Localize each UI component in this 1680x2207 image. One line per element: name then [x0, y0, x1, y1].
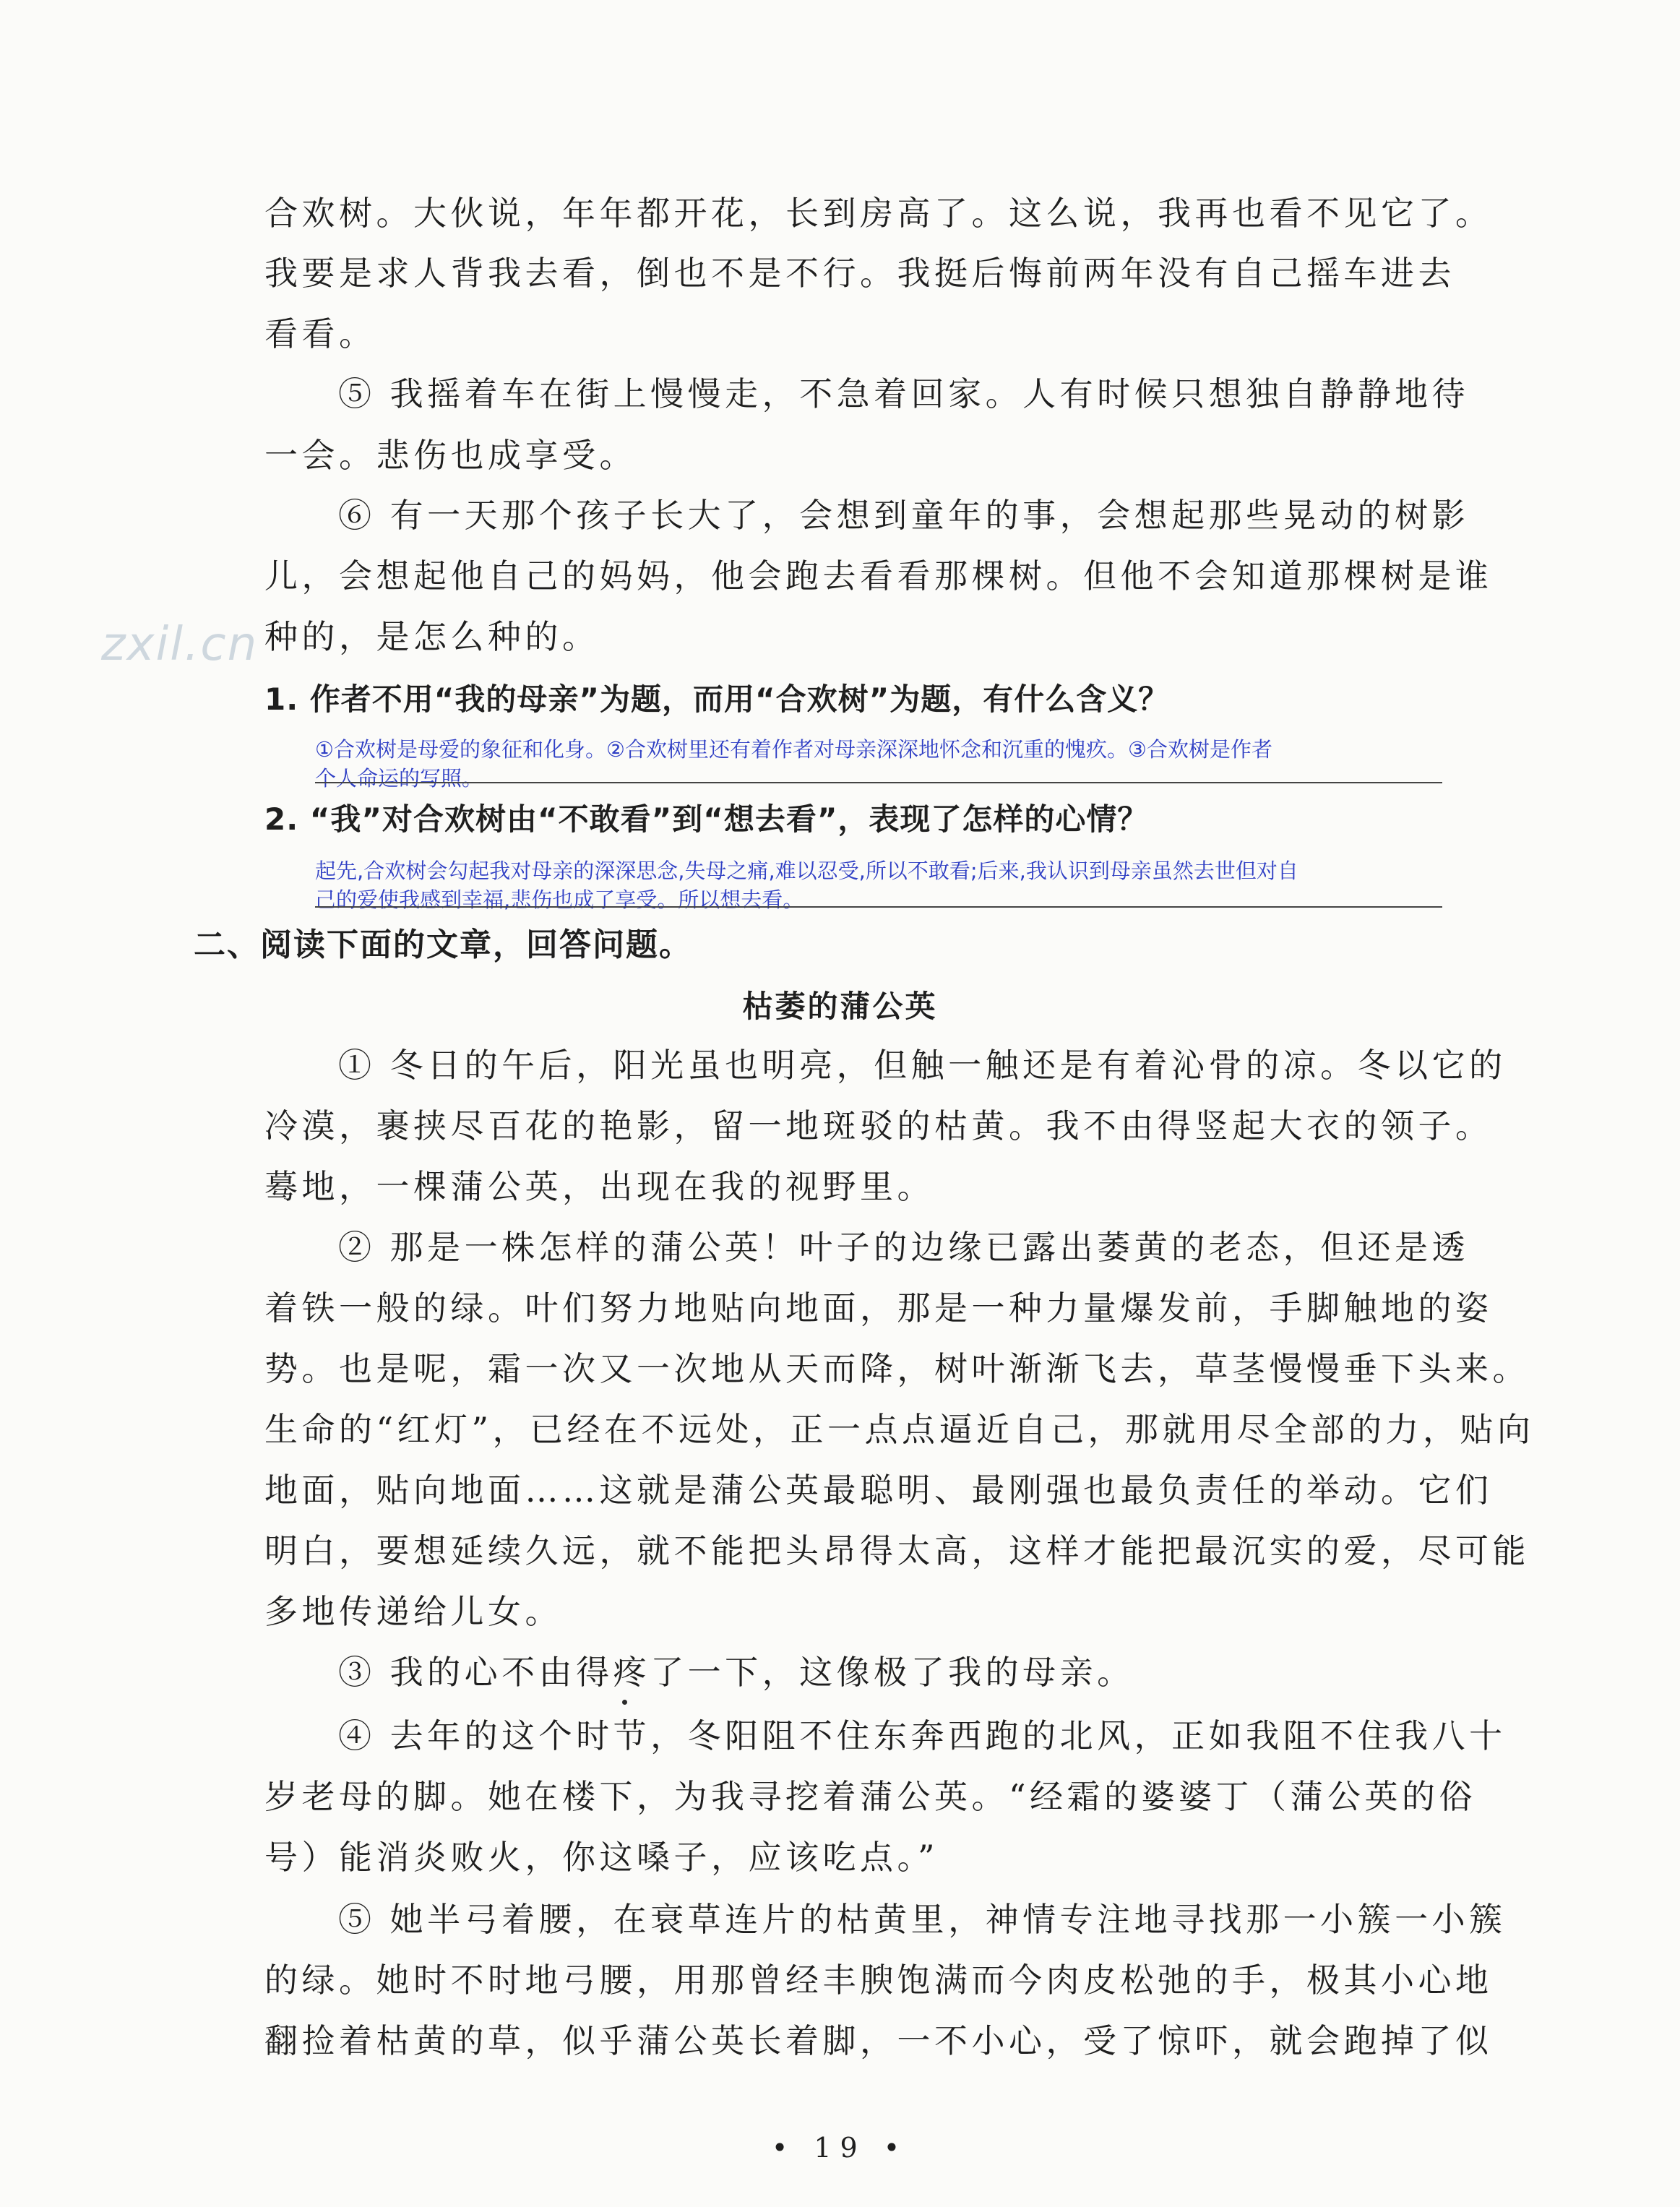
- paragraph-line: 翻捡着枯黄的草，似乎蒲公英长着脚，一不小心，受了惊吓，就会跑掉了似: [264, 2021, 1493, 2060]
- article-title: 枯萎的蒲公英: [742, 989, 938, 1024]
- watermark: zxil.cn: [101, 618, 259, 671]
- paragraph-line: 号）能消炎败火，你这嗓子，应该吃点。”: [264, 1838, 939, 1877]
- paragraph-line: 儿，会想起他自己的妈妈，他会跑去看看那棵树。但他不会知道那棵树是谁: [264, 556, 1493, 595]
- paragraph-line: ① 冬日的午后，阳光虽也明亮，但触一触还是有着沁骨的凉。冬以它的: [338, 1046, 1507, 1085]
- paragraph-line: 多地传递给儿女。: [264, 1592, 562, 1631]
- paragraph-line: 蓦地，一棵蒲公英，出现在我的视野里。: [264, 1167, 934, 1206]
- question-2: 2. “我”对合欢树由“不敢看”到“想去看”，表现了怎样的心情？: [264, 801, 1149, 837]
- paragraph-line: 冷漠，裹挟尽百花的艳影，留一地斑驳的枯黄。我不由得竖起大衣的领子。: [264, 1106, 1493, 1145]
- paragraph-line: 岁老母的脚。她在楼下，为我寻挖着蒲公英。“经霜的婆婆丁（蒲公英的俗: [264, 1777, 1477, 1816]
- paragraph-line: 明白，要想延续久远，就不能把头昂得太高，这样才能把最沉实的爱，尽可能: [264, 1531, 1530, 1570]
- answer-line: [315, 782, 1442, 783]
- paragraph-line: 生命的“红灯”，已经在不远处，正一点点逼近自己，那就用尽全部的力，贴向: [264, 1410, 1535, 1449]
- answer-2-line: 己的爱使我感到幸福,悲伤也成了享受。所以想去看。: [315, 887, 804, 912]
- emphasis-dot: [622, 1700, 627, 1705]
- page-number: • 19 •: [771, 2132, 909, 2164]
- paragraph-line: ② 那是一株怎样的蒲公英！叶子的边缘已露出萎黄的老态，但还是透: [338, 1228, 1470, 1267]
- paragraph-line: ③ 我的心不由得疼了一下，这像极了我的母亲。: [338, 1653, 1134, 1692]
- answer-1-line: 个人命运的写照。: [315, 766, 483, 791]
- paragraph-line: 着铁一般的绿。叶们努力地贴向地面，那是一种力量爆发前，手脚触地的姿: [264, 1289, 1493, 1328]
- paragraph-line: 的绿。她时不时地弓腰，用那曾经丰腴饱满而今肉皮松弛的手，极其小心地: [264, 1961, 1493, 2000]
- paragraph-line: ④ 去年的这个时节，冬阳阻不住东奔西跑的北风，正如我阻不住我八十: [338, 1716, 1507, 1755]
- paragraph-line: 看看。: [264, 314, 376, 353]
- paragraph-line: 一会。悲伤也成享受。: [264, 436, 637, 475]
- paragraph-line: 势。也是呢，霜一次又一次地从天而降，树叶渐渐飞去，草茎慢慢垂下头来。: [264, 1349, 1530, 1388]
- question-1: 1. 作者不用“我的母亲”为题，而用“合欢树”为题，有什么含义？: [264, 681, 1170, 717]
- paragraph-line: 合欢树。大伙说，年年都开花，长到房高了。这么说，我再也看不见它了。: [264, 194, 1493, 233]
- answer-line: [315, 906, 1442, 908]
- answer-1-line: ①合欢树是母爱的象征和化身。②合欢树里还有着作者对母亲深深地怀念和沉重的愧疚。③合欢树是作者: [315, 737, 1272, 762]
- paragraph-line: 我要是求人背我去看，倒也不是不行。我挺后悔前两年没有自己摇车进去: [264, 254, 1455, 293]
- answer-2-line: 起先,合欢树会勾起我对母亲的深深思念,失母之痛,难以忍受,所以不敢看;后来,我认识到母亲虽然去世但对自: [315, 859, 1298, 883]
- paragraph-line: ⑥ 有一天那个孩子长大了，会想到童年的事，会想起那些晃动的树影: [338, 496, 1470, 535]
- paragraph-line: 地面，贴向地面……这就是蒲公英最聪明、最刚强也最负责任的举动。它们: [264, 1471, 1493, 1510]
- paragraph-line: ⑤ 她半弓着腰，在衰草连片的枯黄里，神情专注地寻找那一小簇一小簇: [338, 1900, 1507, 1939]
- paragraph-line: 种的，是怎么种的。: [264, 617, 600, 656]
- section-heading: 二、阅读下面的文章，回答问题。: [194, 926, 692, 963]
- paragraph-line: ⑤ 我摇着车在街上慢慢走，不急着回家。人有时候只想独自静静地待: [338, 374, 1470, 413]
